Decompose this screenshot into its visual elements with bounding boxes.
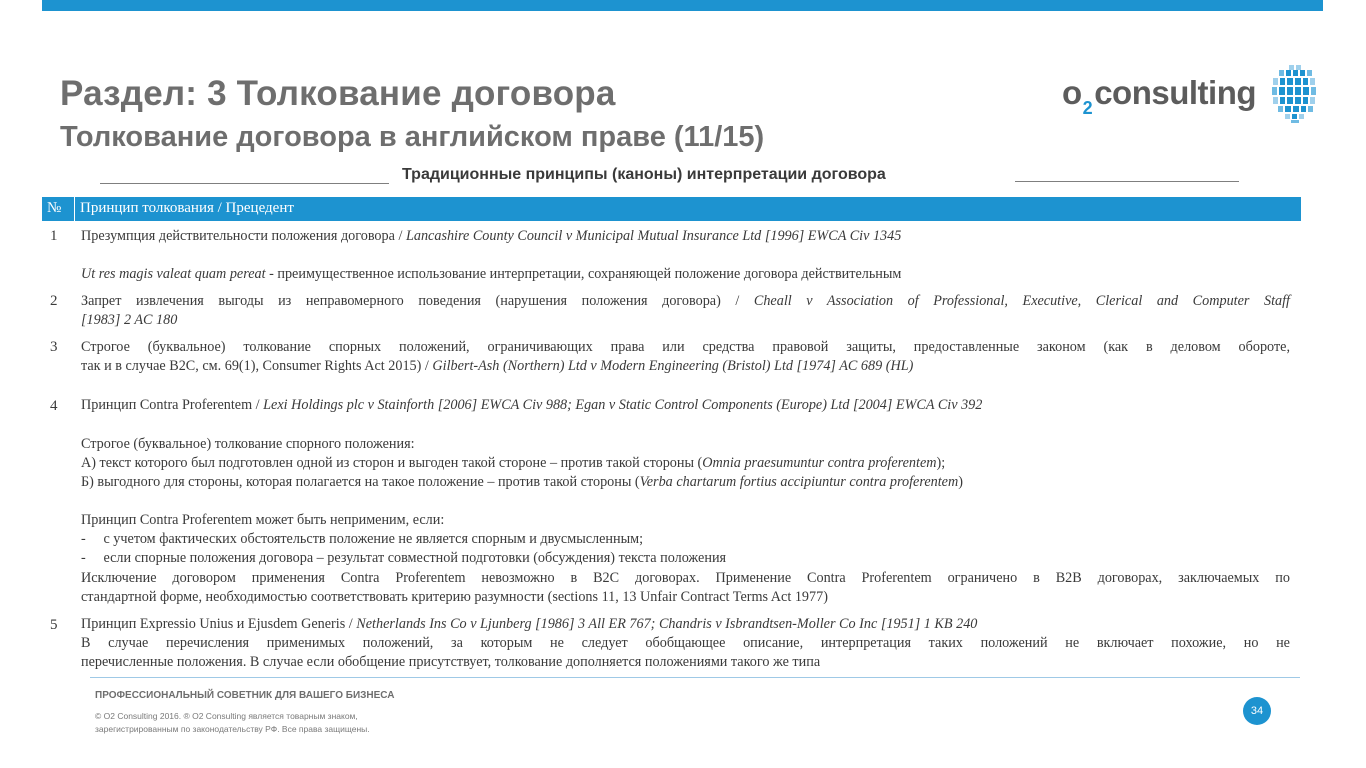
footer-tagline: ПРОФЕССИОНАЛЬНЫЙ СОВЕТНИК ДЛЯ ВАШЕГО БИЗНЕСА (95, 690, 395, 701)
footer-copyright (95, 710, 370, 736)
row-paragraph: Строгое (буквальное) толкование спорного положения: (81, 436, 415, 452)
row-paragraph: стандартной форме, необходимостью соответствовать критерию разумности (sections 11, 13 Unfair Contract Terms Act 1977) (81, 589, 828, 605)
latin-maxim: Ut res magis valeat quam pereat (81, 266, 266, 282)
logo-consulting: consulting (1094, 74, 1257, 111)
page-title: Раздел: 3 Толкование договора (60, 74, 616, 113)
case-citation: Lexi Holdings plc v Stainforth [2006] EWCA Civ 988; Egan v Static Control Components (Europe) Ltd [2004] EWCA Civ 392 (263, 397, 983, 413)
logo-o: o (1062, 74, 1082, 111)
row-principle-line (81, 292, 1290, 311)
section-label: Традиционные принципы (каноны) интерпретации договора (402, 166, 886, 183)
row-number: 3 (50, 339, 58, 355)
column-principle-header: Принцип толкования / Прецедент (80, 200, 294, 216)
row-paragraph: перечисленные положения. В случае если обобщение присутствует, толкование дополняется положениями такого же типа (81, 654, 821, 670)
row-maxim-line (81, 265, 901, 284)
row-principle-line: Строгое (буквальное) толкование спорных положений, ограничивающих права или средства правовой защиты, предоставленные законом (как в деловом обороте, (81, 339, 1290, 355)
case-citation: Lancashire County Council v Municipal Mutual Insurance Ltd [1996] EWCA Civ 1345 (405, 228, 902, 244)
row-number: 1 (50, 228, 58, 244)
principle-text: Презумпция действительности положения договора / (81, 228, 406, 244)
latin-maxim: Verba chartarum fortius accipiuntur contra proferentem (639, 474, 959, 490)
row-number: 5 (50, 617, 58, 633)
globe-icon (1270, 64, 1320, 124)
row-principle-line (81, 311, 177, 330)
copyright-line: © O2 Consulting 2016. ® O2 Consulting является товарным знаком, (95, 711, 358, 721)
principle-text: Запрет извлечения выгоды из неправомерного поведения (нарушения положения договора) / (81, 293, 754, 309)
copyright-line: зарегистрированным по законодательству РФ. Все права защищены. (95, 724, 370, 734)
row-principle-line (81, 227, 901, 246)
paragraph-text: ) (958, 474, 963, 490)
principle-text: Принцип Contra Proferentem / (81, 397, 264, 413)
row-paragraph: Исключение договором применения Contra Proferentem невозможно в B2C договорах. Применение Contra Proferentem ограничено в B2B договорах, заключаемых по (81, 570, 1290, 586)
top-accent-bar (42, 0, 1323, 11)
principle-text: так и в случае B2C, см. 69(1), Consumer Rights Act 2015) / (81, 358, 433, 374)
column-number-header: № (47, 200, 62, 216)
logo-two: 2 (1082, 98, 1093, 118)
row-principle-line (81, 396, 982, 415)
row-number: 2 (50, 293, 58, 309)
case-citation: Gilbert-Ash (Northern) Ltd v Modern Engineering (Bristol) Ltd [1974] AC 689 (HL) (432, 358, 914, 374)
page-subtitle: Толкование договора в английском праве (11/15) (60, 121, 765, 153)
case-citation: Netherlands Ins Co v Ljunberg [1986] 3 All ER 767; Chandris v Isbrandtsen-Moller Co Inc [1951] 1 KB 240 (356, 616, 978, 632)
latin-maxim: Omnia praesumuntur contra proferentem (702, 455, 937, 471)
row-principle-line (81, 615, 977, 634)
maxim-description: - преимущественное использование интерпретации, сохраняющей положение договора действительным (265, 266, 902, 282)
row-bullet: - если спорные положения договора – результат совместной подготовки (обсуждения) текста положения (81, 550, 727, 566)
page-number-badge: 34 (1243, 697, 1271, 725)
row-bullet: - с учетом фактических обстоятельств положение не является спорным и двусмысленным; (81, 531, 644, 547)
row-paragraph: В случае перечисления применимых положений, за которым не следует обобщающее описание, интерпретация таких положений не включает похожие, но не (81, 635, 1290, 651)
table-header (42, 197, 1301, 221)
column-divider (74, 197, 75, 221)
paragraph-text: ); (936, 455, 946, 471)
row-paragraph: Принцип Contra Proferentem может быть неприменим, если: (81, 512, 445, 528)
logo-wordmark (1062, 74, 1257, 118)
paragraph-text: А) текст которого был подготовлен одной из сторон и выгоден такой стороне – против такой стороны ( (81, 455, 703, 471)
case-citation: [1983] 2 AC 180 (81, 312, 178, 328)
o2-consulting-logo (1062, 64, 1322, 126)
section-rule-left (100, 183, 389, 184)
principle-text: Принцип Expressio Unius и Ejusdem Generis / (81, 616, 357, 632)
row-paragraph (81, 473, 963, 492)
footer-rule (90, 677, 1300, 678)
row-paragraph (81, 454, 945, 473)
row-principle-line (81, 357, 913, 376)
row-number: 4 (50, 398, 58, 414)
paragraph-text: Б) выгодного для стороны, которая полагается на такое положение – против такой стороны ( (81, 474, 640, 490)
case-citation: Cheall v Association of Professional, Executive, Clerical and Computer Staff (753, 293, 1290, 309)
section-rule-right (1015, 181, 1239, 182)
